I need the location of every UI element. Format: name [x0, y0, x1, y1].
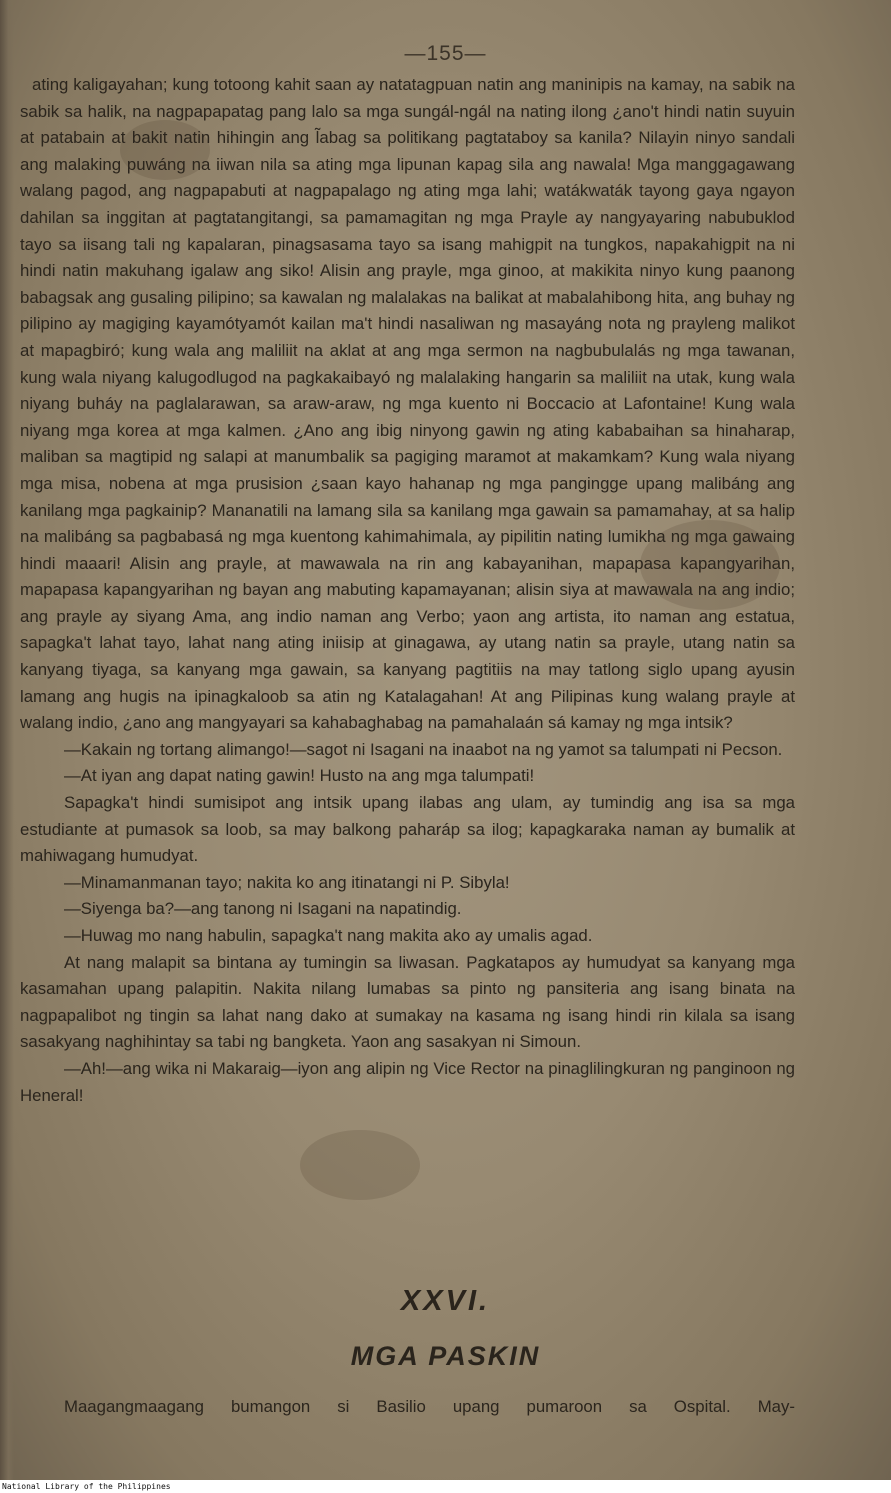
chapter-number: XXVI.: [400, 1285, 491, 1317]
paragraph: —Minamanmanan tayo; nakita ko ang itinatangi ni P. Sibyla!: [64, 872, 510, 892]
paragraph: Sapagka't hindi sumisipot ang intsik upang ilabas ang ulam, ay tumindig ang isa sa mga estudiante at pumasok sa loob, sa may balkong paharáp sa ilog; kapagkaraka naman ay bumalik at mahiwagang humudyat.: [20, 793, 795, 866]
paper-stain: [300, 1130, 420, 1200]
footer-credit: National Library of the Philippines: [2, 1482, 171, 1491]
paragraph: —Ah!—ang wika ni Makaraig—iyon ang alipin ng Vice Rector na pinaglilingkuran ng panginoon ng Heneral!: [20, 1058, 795, 1105]
footer-bar: [0, 1480, 891, 1493]
paragraph: At nang malapit sa bintana ay tumingin sa liwasan. Pagkatapos ay humudyat sa kanyang mga kasamahan upang palapitin. Nakita nilang lumabas sa pinto ng pansiteria ang isang binata na nagpapalibot ng tingin sa lahat nang dako at sumakay na kasama ng isang hindi rin kilala sa isang sasakyang naghihintay sa tabi ng bangketa. Yaon ang sasakyan ni Simoun.: [20, 952, 795, 1052]
paragraph: —Huwag mo nang habulin, sapagka't nang makita ako ay umalis agad.: [64, 926, 593, 945]
paragraph: —Kakain ng tortang alimango!—sagot ni Isagani na inaabot na ng yamot sa talumpati ni Pecson.: [64, 739, 783, 759]
paragraph: —At iyan ang dapat nating gawin! Husto na ang mga talumpati!: [64, 766, 535, 786]
body-text: [20, 72, 795, 1109]
paragraph: —Siyenga ba?—ang tanong ni Isagani na napatindig.: [64, 899, 462, 919]
chapter-title: MGA PASKIN: [350, 1341, 541, 1371]
page-number: —155—: [404, 42, 487, 65]
paragraph: ating kaligayahan; kung totoong kahit saan ay natatagpuan natin ang maninipis na kamay, na sabik na sabik sa halik, na nagpapapatag pang lalo sa mga sungál-ngál na nating ilong ¿ano't hindi natin suyuin at patabain at bakit natin hihingin ang l̃abag sa politikang pagtataboy sa kanila? Nilayin ninyo sandali ang malaking puwáng na iiwan nila sa ating mga lipunan kapag sila ang nawala! Mga manggagawang walang pagod, ang nagpapabuti at nagpapalago ng ating mga lahi; watákwaták tayong gaya ngayon dahilan sa inggitan at pagtatangitangi, sa pamamagitan ng mga Prayle ay nangyayaring nabubuklod tayo sa iisang tali ng kapalaran, pinagsasama tayo sa isang mahigpit na tungkos, napakahigpit na ni hindi natin makuhang igalaw ang siko! Alisin ang prayle, mga ginoo, at makikita ninyo kung paanong babagsak ang gusaling pilipino; sa kawalan ng malalakas na balikat at mabalahibong hita, ang buhay ng pilipino ay magiging kayamótyamót kailan ma't hindi nasaliwan ng masayáng nota ng prayleng malikot at mapagbiró; kung wala ang maliliit na aklat at ang mga sermon na nagbubulalás ng mga tawanan, kung wala niyang kalugodlugod na pagkakaibayó ng malalaking hangarin sa maliliit na utak, kung wala niyang buháy na paglalarawan, sa araw-araw, ng mga kuento ni Boccacio at Lafontaine! Kung wala niyang mga korea at mga kalmen. ¿Ano ang ibig ninyong gawin ng ating kababaihan sa hinaharap, maliban sa magtipid ng salapi at manumbalik sa pagiging maramot at makamkam? Kung wala niyang mga misa, nobena at mga prusision ¿saan kayo hahanap ng mga pangingge upang malibáng ang kanilang mga pagkainip? Mananatili na lamang sila sa kanilang mga gawain sa pamamahay, at sa halip na malibáng sa pagbabasá ng mga kuentong kahimahimala, ay pipilitin nating lumikha ng mga gawaing hindi maaari! Alisin ang prayle, at mawawala na rin ang kabayanihan, mapapasa kapangyarihan, mapapasa kapangyarihan ng bayan ang mabuting kapamayanan; alisin siya at mawawala na ang indio; ang prayle ay siyang Ama, ang indio naman ang Verbo; yaon ang artista, ito naman ang estatua, sapagka't lahat tayo, lahat nang ating iniisip at ginagawa, ay utang natin sa prayle, utang natin sa kanyang tiyaga, sa kanyang mga gawain, sa kanyang pagtitiis na may tatlong siglo upang ayusin lamang ang hugis na ipinagkaloob sa atin ng Katalagahan! At ang Pilipinas kung walang prayle at walang indio, ¿ano ang mangyayari sa kahabaghabag na pamahalaán sá kamay ng mga intsik?: [20, 75, 795, 733]
chapter-opening-line: Maagangmaagang bumangon si Basilio upang pumaroon sa Ospital. May-: [64, 1397, 795, 1416]
page-binding-edge: [0, 0, 14, 1480]
